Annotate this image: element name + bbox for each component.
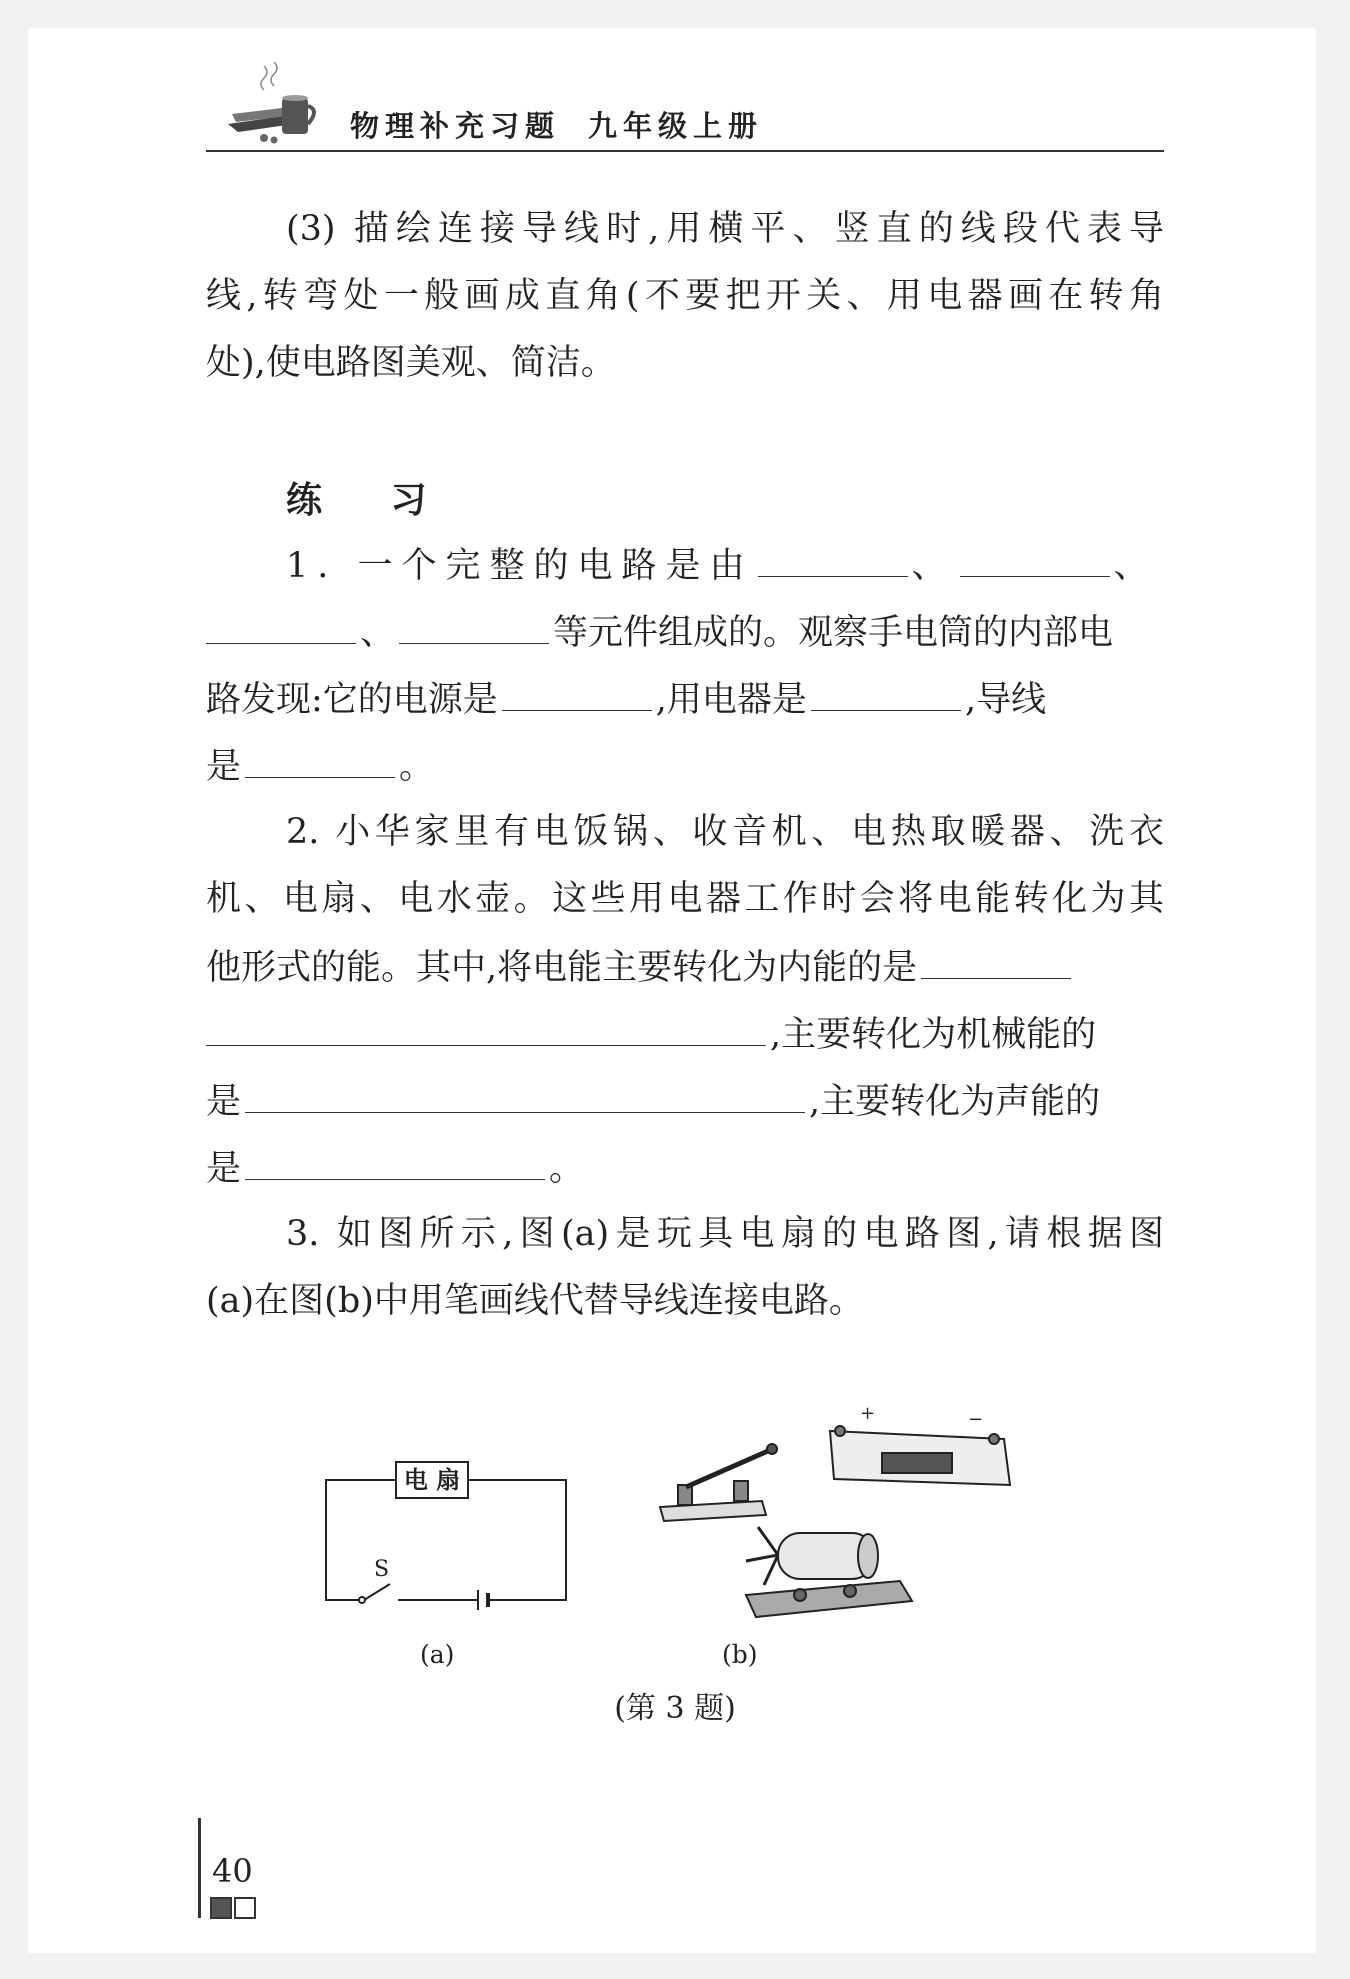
circuit-wire — [326, 1480, 396, 1600]
answer-blank[interactable] — [245, 1143, 545, 1180]
q3-text: (a)在图(b)中用笔画线代替导线连接电路。 — [206, 1281, 864, 1321]
answer-blank[interactable] — [960, 540, 1110, 577]
answer-blank[interactable] — [245, 741, 395, 778]
intro-line: 处),使电路图美观、简洁。 — [206, 343, 616, 383]
q1-text: 路发现:它的电源是 — [206, 680, 498, 720]
separator: 、 — [360, 613, 396, 653]
empty-square-icon — [234, 1897, 256, 1919]
q2-text: ,主要转化为声能的 — [809, 1082, 1101, 1122]
q1-text: 。 — [399, 747, 435, 787]
figure-b-label: (b) — [722, 1640, 758, 1669]
answer-blank[interactable] — [811, 674, 961, 711]
book-title: 物理补充习题 — [350, 109, 561, 143]
answer-blank[interactable] — [245, 1076, 805, 1113]
answer-blank[interactable] — [206, 607, 356, 644]
q1-text: 1. 一个完整的电路是由 — [286, 546, 754, 586]
q2-text: 他形式的能。其中,将电能主要转化为内能的是 — [206, 948, 918, 988]
q3-text: 3. 如图所示,图(a)是玩具电扇的电路图,请根据图 — [286, 1214, 1164, 1254]
answer-blank[interactable] — [921, 942, 1071, 979]
q2-text: 是 — [206, 1082, 242, 1122]
filled-square-icon — [210, 1897, 232, 1919]
answer-blank[interactable] — [399, 607, 549, 644]
q2-text: 是 — [206, 1149, 242, 1189]
circuit-wire — [468, 1480, 566, 1600]
answer-blank[interactable] — [758, 540, 908, 577]
q2-text: 2. 小华家里有电饭锅、收音机、电热取暖器、洗衣 — [286, 812, 1164, 852]
page-number: 40 — [212, 1852, 253, 1890]
q2-text: 。 — [549, 1149, 585, 1189]
figure-caption: (第 3 题) — [614, 1691, 736, 1726]
header-rule — [206, 150, 1164, 152]
battery-plus-sign: + — [860, 1403, 876, 1424]
q1-text: ,导线 — [964, 680, 1047, 720]
intro-line: (3) 描绘连接导线时,用横平、竖直的线段代表导 — [286, 209, 1164, 249]
fan-label: 电 扇 — [403, 1466, 461, 1494]
circuit-diagram — [318, 1450, 578, 1630]
intro-line: 线,转弯处一般画成直角(不要把开关、用电器画在转角 — [206, 276, 1164, 316]
switch-terminal — [359, 1597, 365, 1603]
separator: 、 — [1113, 546, 1158, 586]
switch-blade — [364, 1584, 390, 1600]
knife-switch-drawing — [660, 1444, 777, 1521]
q1-text: 等元件组成的。观察手电筒的内部电 — [553, 613, 1114, 653]
q1-text: ,用电器是 — [655, 680, 807, 720]
answer-blank[interactable] — [206, 1009, 766, 1046]
switch-label: S — [374, 1557, 390, 1582]
page-margin-bar — [198, 1818, 201, 1918]
grade-label: 九年级上册 — [588, 109, 764, 143]
answer-blank[interactable] — [502, 674, 652, 711]
q2-text: ,主要转化为机械能的 — [770, 1015, 1097, 1055]
q1-text: 是 — [206, 747, 242, 787]
section-title: 练 习 — [286, 480, 455, 521]
books-coffee-icon — [224, 58, 334, 148]
motor-drawing — [746, 1527, 912, 1617]
component-drawing — [650, 1395, 1050, 1635]
figure-a-label: (a) — [420, 1640, 455, 1669]
q2-text: 机、电扇、电水壶。这些用电器工作时会将电能转化为其 — [206, 879, 1164, 919]
battery-holder-drawing — [830, 1426, 1010, 1485]
running-header — [350, 104, 791, 145]
battery-minus-sign: − — [968, 1409, 984, 1430]
separator: 、 — [911, 546, 956, 586]
